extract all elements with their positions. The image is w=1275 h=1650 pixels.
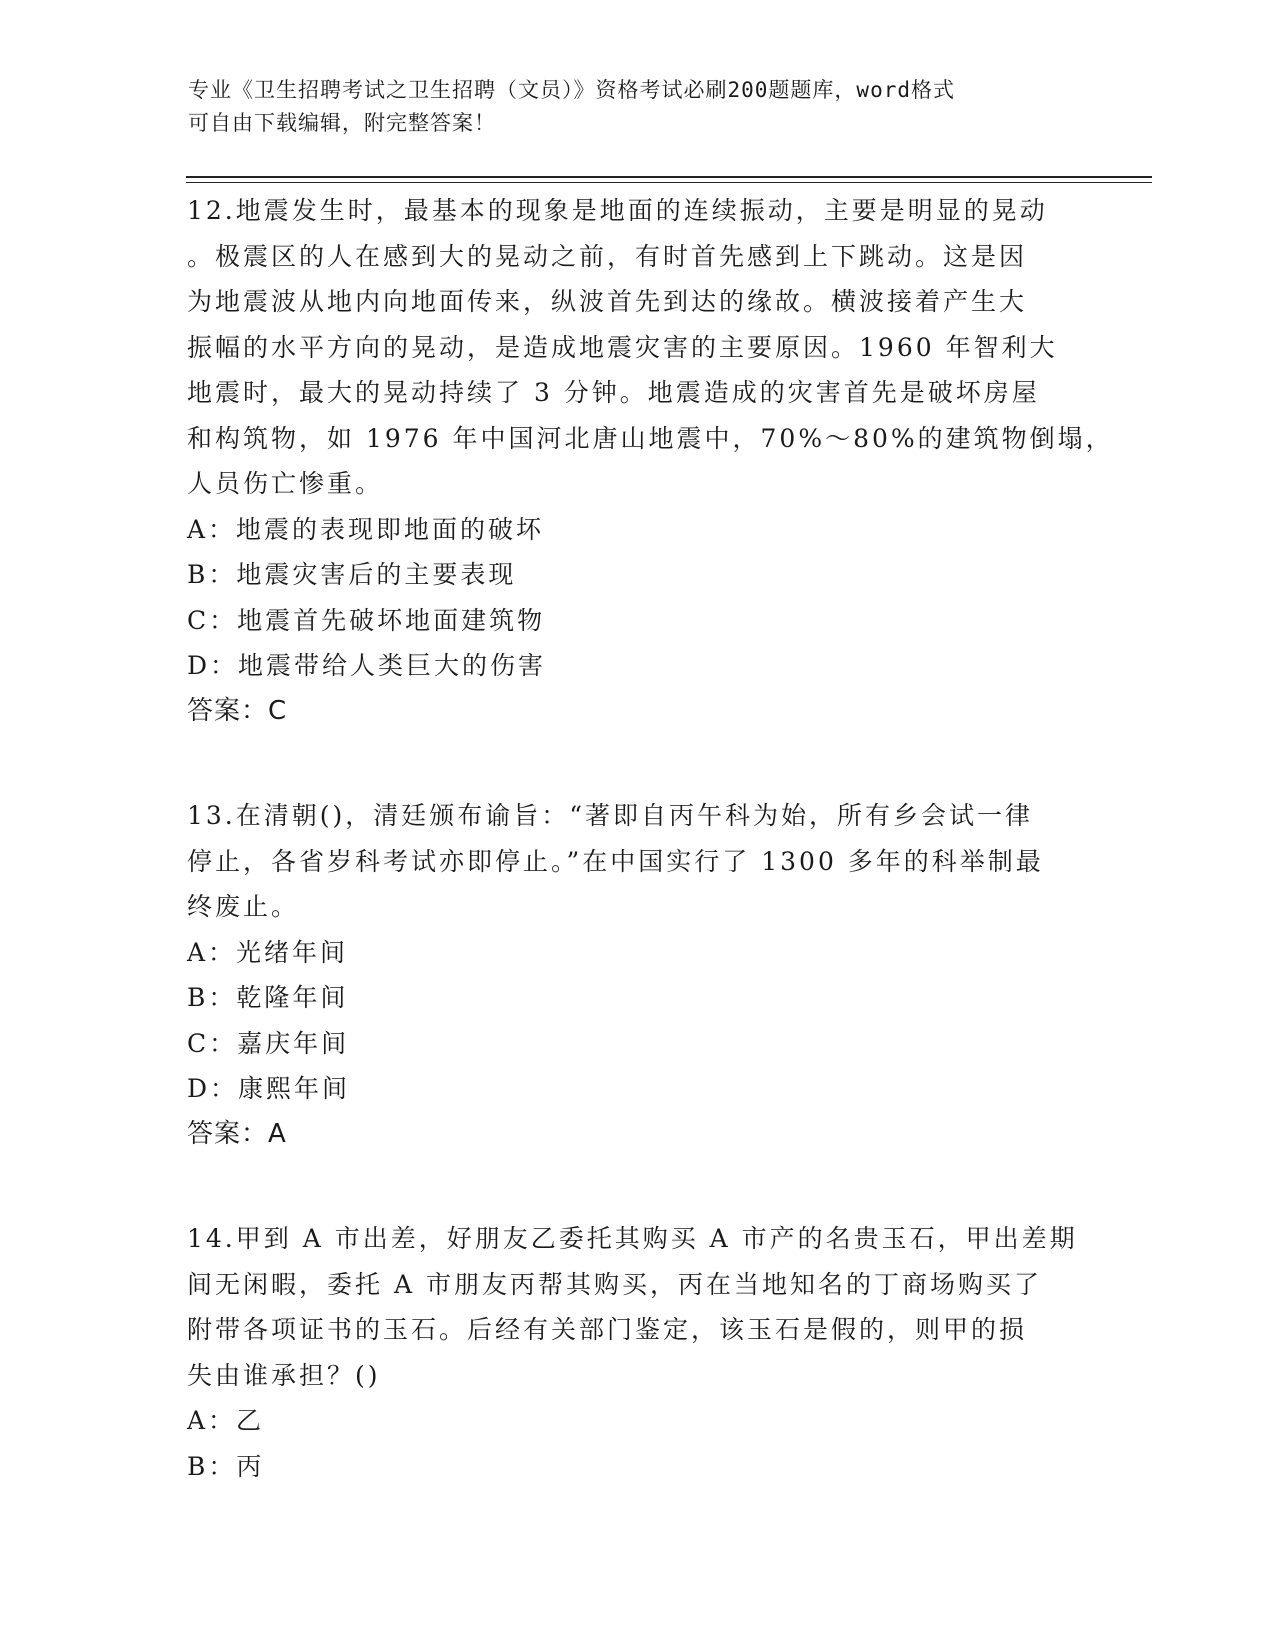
question-stem-line: 人员伤亡惨重。	[187, 469, 384, 498]
question-stem-line: 和构筑物，如 1976 年中国河北唐山地震中，70%～80%的建筑物倒塌，	[187, 423, 1114, 453]
question-stem-line: 终废止。	[187, 892, 300, 921]
question-stem-line: 停止，各省岁科考试亦即停止。”在中国实行了 1300 多年的科举制最	[187, 846, 1044, 876]
document-header	[188, 74, 1068, 140]
question-stem-line: 为地震波从地内向地面传来，纵波首先到达的缘故。横波接着产生大	[187, 287, 1028, 316]
option-d: D：地震带给人类巨大的伤害	[187, 651, 547, 680]
question-stem-line: 12.地震发生时，最基本的现象是地面的连续振动，主要是明显的晃动	[187, 196, 1048, 225]
question-list	[187, 188, 1114, 1489]
question-stem-line: 失由谁承担？()	[187, 1360, 381, 1390]
question-stem-line: 14.甲到 A 市出差，好朋友乙委托其购买 A 市产的名贵玉石，甲出差期	[187, 1224, 1078, 1253]
option-b: B：丙	[187, 1451, 265, 1481]
option-c: C：嘉庆年间	[187, 1028, 350, 1058]
question-spacer	[187, 1157, 1087, 1216]
option-a: A：地震的表现即地面的破坏	[187, 514, 545, 544]
header-line-1: 专业《卫生招聘考试之卫生招聘（文员）》资格考试必刷200题题库，word格式	[188, 78, 955, 102]
question-stem-line: 。极震区的人在感到大的晃动之前，有时首先感到上下跳动。这是因	[187, 241, 1028, 271]
answer-line: 答案：A	[187, 1118, 287, 1149]
question-block	[187, 188, 1114, 734]
header-divider-thick	[186, 176, 1152, 178]
question-stem-line: 地震时，最大的晃动持续了 3 分钟。地震造成的灾害首先是破坏房屋	[187, 378, 1040, 407]
question-stem-line: 附带各项证书的玉石。后经有关部门鉴定，该玉石是假的，则甲的损	[187, 1315, 1028, 1344]
question-stem-line: 间无闲暇，委托 A 市朋友丙帮其购买，丙在当地知名的丁商场购买了	[187, 1269, 1042, 1299]
question-spacer	[187, 734, 1087, 793]
option-a: A：乙	[187, 1406, 265, 1435]
option-b: B：乾隆年间	[187, 983, 349, 1012]
option-c: C：地震首先破坏地面建筑物	[187, 605, 546, 635]
question-block	[187, 793, 1087, 1157]
option-d: D：康熙年间	[187, 1074, 351, 1103]
question-stem-line: 13.在清朝()，清廷颁布谕旨：“著即自丙午科为始，所有乡会试一律	[187, 801, 1034, 830]
option-a: A：光绪年间	[187, 937, 349, 967]
answer-line: 答案：C	[187, 695, 288, 726]
option-b: B：地震灾害后的主要表现	[187, 560, 517, 589]
question-block	[187, 1216, 1087, 1489]
header-divider-thin	[186, 182, 1152, 183]
question-stem-line: 振幅的水平方向的晃动，是造成地震灾害的主要原因。1960 年智利大	[187, 332, 1058, 362]
header-line-2: 可自由下载编辑，附完整答案！	[188, 111, 496, 135]
